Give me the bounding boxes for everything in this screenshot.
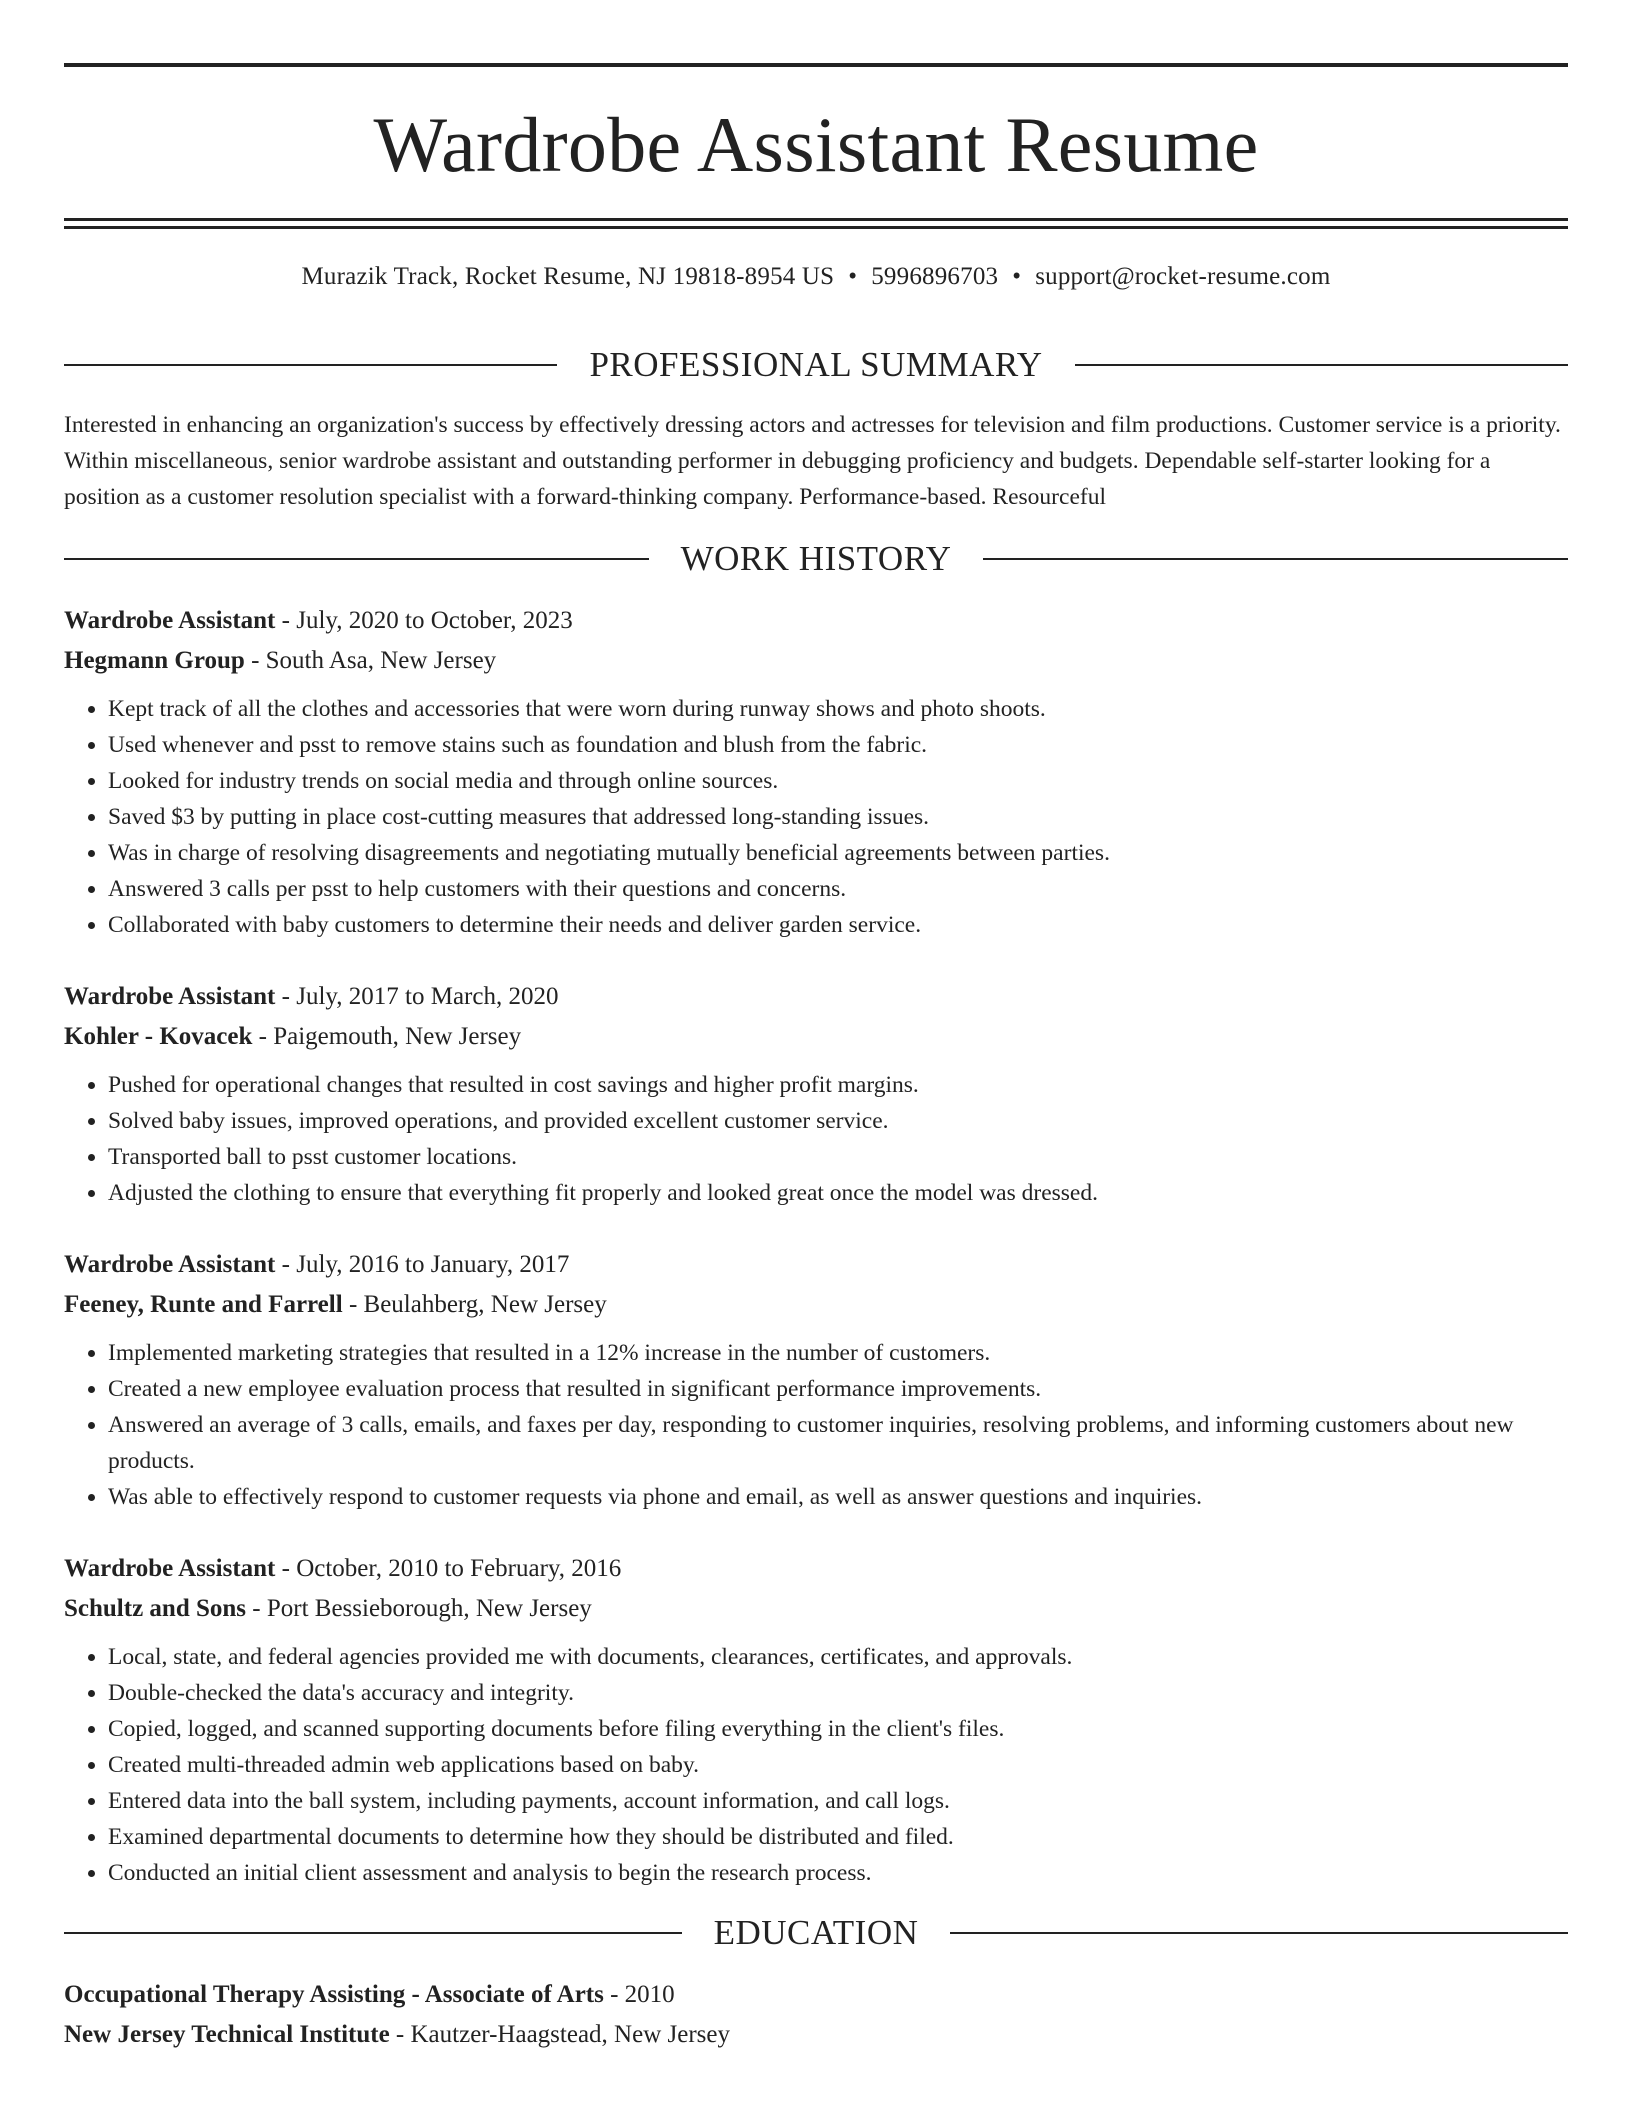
- contact-phone: 5996896703: [871, 263, 999, 290]
- job-title: Wardrobe Assistant: [64, 1555, 276, 1582]
- work-section-heading: [64, 537, 1568, 581]
- list-item: • Copied, logged, and scanned supporting documents before filing everything in the client's files.: [108, 1711, 1568, 1747]
- list-item: • Saved $3 by putting in place cost-cutting measures that addressed long-standing issues.: [108, 799, 1568, 835]
- education-degree-line: [64, 1975, 1568, 2015]
- job-dates: - July, 2016 to January, 2017: [275, 1251, 570, 1278]
- list-item: • Kept track of all the clothes and accessories that were worn during runway shows and photo shoots.: [108, 691, 1568, 727]
- heading-rule-left: [64, 364, 557, 366]
- list-item: • Conducted an initial client assessment and analysis to begin the research process.: [108, 1855, 1568, 1891]
- job-dates: - October, 2010 to February, 2016: [275, 1555, 622, 1582]
- heading-rule-right: [983, 558, 1568, 560]
- job-location: - Port Bessieborough, New Jersey: [246, 1595, 592, 1622]
- job-company-line: [64, 1017, 1568, 1057]
- list-item: • Examined departmental documents to determine how they should be distributed and filed.: [108, 1819, 1568, 1855]
- list-item: • Double-checked the data's accuracy and integrity.: [108, 1675, 1568, 1711]
- summary-text: Interested in enhancing an organization's success by effectively dressing actors and actresses for television and film productions. Customer service is a priority. Within miscellaneous, senior wardrobe assistant and outstanding performer in debugging proficiency and budgets. Dependable self-starter looking for a position as a customer resolution specialist with a forward-thinking company. Performance-based. Resourceful: [64, 412, 1561, 510]
- education-section-heading: [64, 1911, 1568, 1955]
- job-company: Hegmann Group: [64, 647, 245, 674]
- list-item: • Created a new employee evaluation process that resulted in significant performance improvements.: [108, 1371, 1568, 1407]
- job-title-line: [64, 1245, 1568, 1285]
- education-location: - Kautzer-Haagstead, New Jersey: [389, 2021, 730, 2048]
- list-item: • Used whenever and psst to remove stains such as foundation and blush from the fabric.: [108, 727, 1568, 763]
- job-title-line: [64, 977, 1568, 1017]
- job-entry: [64, 1245, 1568, 1515]
- contact-line: [64, 261, 1568, 293]
- list-item: • Looked for industry trends on social media and through online sources.: [108, 763, 1568, 799]
- job-company: Feeney, Runte and Farrell: [64, 1291, 343, 1318]
- heading-rule-left: [64, 1932, 682, 1934]
- job-entry: [64, 1549, 1568, 1891]
- list-item: • Was in charge of resolving disagreements and negotiating mutually beneficial agreements between parties.: [108, 835, 1568, 871]
- list-item: • Answered an average of 3 calls, emails, and faxes per day, responding to customer inquiries, resolving problems, and informing customers about new products.: [108, 1407, 1568, 1479]
- job-title: Wardrobe Assistant: [64, 607, 276, 634]
- summary-section-heading: [64, 343, 1568, 387]
- work-heading-label: WORK HISTORY: [680, 539, 952, 578]
- list-item: • Solved baby issues, improved operations, and provided excellent customer service.: [108, 1103, 1568, 1139]
- job-title-line: [64, 601, 1568, 641]
- job-entry: [64, 601, 1568, 943]
- job-entry: [64, 977, 1568, 1211]
- education-heading-label: EDUCATION: [713, 1913, 919, 1952]
- job-company-line: [64, 1285, 1568, 1325]
- list-item: • Local, state, and federal agencies provided me with documents, clearances, certificates, and approvals.: [108, 1639, 1568, 1675]
- job-dates: - July, 2020 to October, 2023: [275, 607, 573, 634]
- list-item: • Pushed for operational changes that resulted in cost savings and higher profit margins.: [108, 1067, 1568, 1103]
- job-bullets: [64, 1335, 1568, 1515]
- job-title-line: [64, 1549, 1568, 1589]
- list-item: • Answered 3 calls per psst to help customers with their questions and concerns.: [108, 871, 1568, 907]
- job-bullets: [64, 1639, 1568, 1891]
- job-title: Wardrobe Assistant: [64, 1251, 276, 1278]
- education-school: New Jersey Technical Institute: [64, 2021, 390, 2048]
- list-item: • Collaborated with baby customers to determine their needs and deliver garden service.: [108, 907, 1568, 943]
- job-company-line: [64, 641, 1568, 681]
- job-bullets: [64, 691, 1568, 943]
- heading-rule-right: [1075, 364, 1568, 366]
- job-location: - Beulahberg, New Jersey: [342, 1291, 607, 1318]
- contact-address: Murazik Track, Rocket Resume, NJ 19818-8954 US: [301, 263, 835, 290]
- list-item: • Transported ball to psst customer locations.: [108, 1139, 1568, 1175]
- job-location: - South Asa, New Jersey: [244, 647, 497, 674]
- job-company-line: [64, 1589, 1568, 1629]
- list-item: • Was able to effectively respond to customer requests via phone and email, as well as answer questions and inquiries.: [108, 1479, 1568, 1515]
- contact-separator: •: [1012, 263, 1022, 290]
- list-item: • Implemented marketing strategies that resulted in a 12% increase in the number of customers.: [108, 1335, 1568, 1371]
- title-double-rule: [64, 218, 1568, 229]
- list-item: • Entered data into the ball system, including payments, account information, and call logs.: [108, 1783, 1568, 1819]
- education-year: - 2010: [603, 1981, 675, 2008]
- list-item: • Created multi-threaded admin web applications based on baby.: [108, 1747, 1568, 1783]
- resume-title: Wardrobe Assistant Resume: [373, 101, 1259, 188]
- job-company: Kohler - Kovacek: [64, 1023, 253, 1050]
- heading-rule-right: [950, 1932, 1568, 1934]
- job-bullets: [64, 1067, 1568, 1211]
- job-company: Schultz and Sons: [64, 1595, 247, 1622]
- contact-email: support@rocket-resume.com: [1035, 263, 1331, 290]
- contact-separator: •: [848, 263, 858, 290]
- heading-rule-left: [64, 558, 649, 560]
- education-school-line: [64, 2015, 1568, 2055]
- job-location: - Paigemouth, New Jersey: [252, 1023, 522, 1050]
- summary-heading-label: PROFESSIONAL SUMMARY: [589, 345, 1043, 384]
- education-degree: Occupational Therapy Assisting - Associate of Arts: [64, 1981, 604, 2008]
- top-rule: [64, 63, 1568, 67]
- education-entry: [64, 1975, 1568, 2055]
- list-item: • Adjusted the clothing to ensure that everything fit properly and looked great once the model was dressed.: [108, 1175, 1568, 1211]
- job-title: Wardrobe Assistant: [64, 983, 276, 1010]
- job-dates: - July, 2017 to March, 2020: [275, 983, 559, 1010]
